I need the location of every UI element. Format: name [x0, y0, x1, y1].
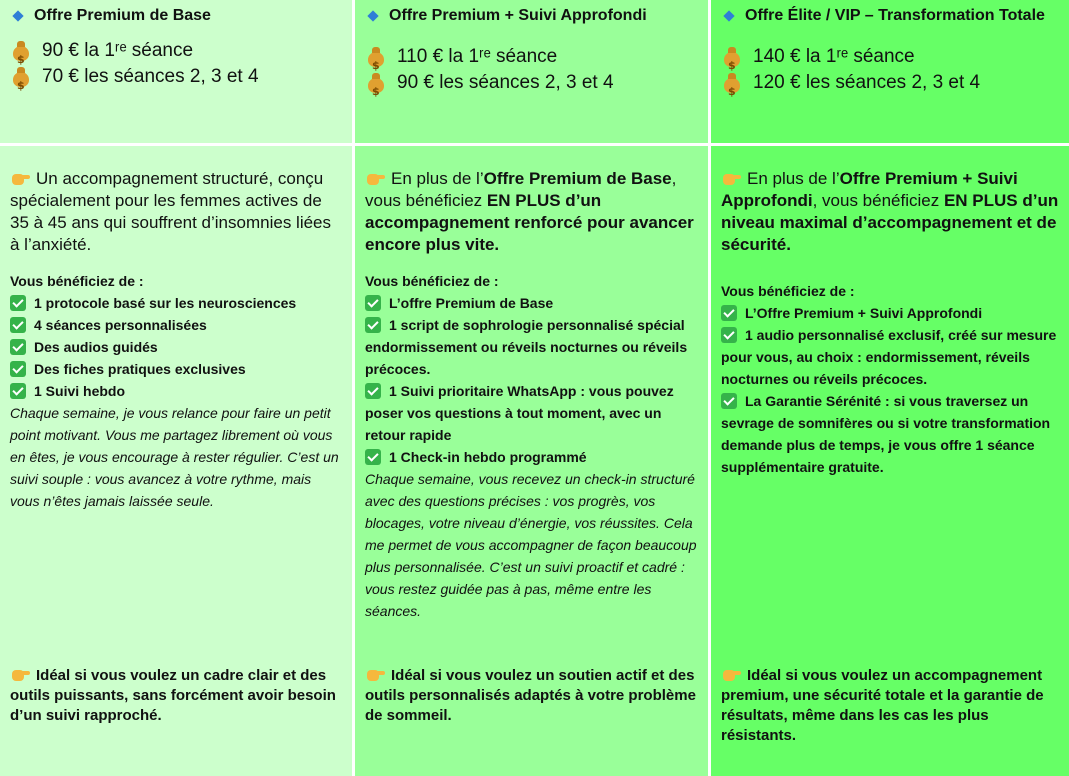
offer-2-ideal-text: Idéal si vous voulez un soutien actif et des outils personnalisés adaptés à votre problème de sommeil. — [365, 667, 696, 724]
list-item — [10, 380, 342, 402]
pointing-hand-icon — [365, 666, 385, 682]
pointing-hand-icon — [365, 170, 385, 186]
list-item — [721, 302, 1059, 324]
check-mark-icon — [10, 361, 26, 377]
offer-3-header — [711, 0, 1069, 146]
offer-2-intro-b: Offre Premium de Base — [483, 169, 672, 188]
check-mark-icon — [10, 339, 26, 355]
offer-2-benefits-label: Vous bénéficiez de : — [365, 273, 499, 289]
list-item — [10, 292, 342, 314]
pointing-hand-icon — [721, 666, 741, 682]
list-item-text: L’Offre Premium + Suivi Approfondi — [745, 305, 983, 321]
offer-3-price-1 — [723, 44, 1059, 70]
list-item — [365, 446, 698, 468]
offer-1-title: Offre Premium de Base — [34, 7, 211, 24]
offer-3-ideal — [721, 666, 1059, 746]
offer-1-ideal-text: Idéal si vous voulez un cadre clair et des outils puissants, sans forcément avoir besoin d’un suivi rapproché. — [10, 667, 336, 724]
diamond-icon — [367, 10, 378, 21]
check-mark-icon — [365, 317, 381, 333]
pointing-hand-icon — [721, 170, 741, 186]
check-mark-icon — [365, 449, 381, 465]
money-bag-icon — [723, 47, 741, 67]
offer-3-title-row — [723, 6, 1059, 26]
diamond-icon — [12, 10, 23, 21]
check-mark-icon — [10, 295, 26, 311]
offer-1-note: Chaque semaine, je vous relance pour faire un petit point motivant. Vous me partagez librement où vous en êtes, je vous encourage à rester régulier. C’est un suivi souple : vous avancez à votre rythme, mais vous n’êtes jamais laissée seule. — [10, 405, 339, 509]
list-item-text: La Garantie Sérénité : si vous traversez un sevrage de somnifères ou si votre transformation demande plus de temps, je vous offre 1 séance supplémentaire gratuite. — [721, 393, 1051, 475]
offer-1-benefits-label: Vous bénéficiez de : — [10, 273, 144, 289]
list-item — [10, 314, 342, 336]
list-item-text: 4 séances personnalisées — [34, 317, 207, 333]
offer-1-intro-text: Un accompagnement structuré, conçu spécialement pour les femmes actives de 35 à 45 ans qui souffrent d’insomnies liées à l’anxiété. — [10, 169, 331, 254]
offer-3-intro-c: , vous bénéficiez — [812, 191, 944, 210]
list-item-text: 1 Check-in hebdo programmé — [389, 449, 587, 465]
list-item-text: Des fiches pratiques exclusives — [34, 361, 246, 377]
money-bag-icon — [12, 67, 30, 87]
offer-3-intro-b: Offre Premium + Suivi Approfondi — [721, 169, 1018, 210]
offer-3-intro-a: En plus de l’ — [747, 169, 840, 188]
money-bag-icon — [367, 47, 385, 67]
check-mark-icon — [10, 317, 26, 333]
offer-3-title: Offre Élite / VIP – Transformation Totale — [745, 7, 1045, 24]
list-item-text: 1 protocole basé sur les neurosciences — [34, 295, 297, 311]
offer-1-price-1 — [12, 38, 342, 64]
offer-2-title-row — [367, 6, 698, 26]
pointing-hand-icon — [10, 666, 30, 682]
offer-3-price-1-text: 140 € la 1ʳᵉ séance — [753, 46, 915, 67]
offer-1-price-1-text: 90 € la 1ʳᵉ séance — [42, 40, 194, 61]
list-item — [365, 292, 698, 314]
pointing-hand-icon — [10, 170, 30, 186]
offer-2-intro-d: EN PLUS d’un accompagnement renforcé pour avancer encore plus vite. — [365, 191, 694, 254]
list-item-text: L’offre Premium de Base — [389, 295, 554, 311]
offer-2-intro — [365, 168, 698, 256]
money-bag-icon — [12, 41, 30, 61]
check-mark-icon — [10, 383, 26, 399]
offer-3-ideal-text: Idéal si vous voulez un accompagnement premium, une sécurité totale et la garantie de résultats, même dans les cas les plus résistants. — [721, 667, 1044, 744]
offer-3-price-2 — [723, 70, 1059, 96]
list-item-text: 1 audio personnalisé exclusif, créé sur mesure pour vous, au choix : endormissement, réveils nocturnes ou réveils précoces. — [721, 327, 1057, 387]
list-item-text: 1 Suivi prioritaire WhatsApp : vous pouvez poser vos questions à tout moment, avec un retour rapide — [365, 383, 674, 443]
offer-1-details — [0, 146, 355, 776]
diamond-icon — [723, 10, 734, 21]
list-item — [721, 324, 1059, 390]
list-item-text: Des audios guidés — [34, 339, 158, 355]
offer-2-note: Chaque semaine, vous recevez un check-in structuré avec des questions précises : vos progrès, vos blocages, votre niveau d’énergie, vos réussites. Cela me permet de vous accompagner de façon beaucoup plus personnalisée. C’est un suivi proactif et cadré : vous restez guidée pas à pas, même entre les séances. — [365, 471, 697, 619]
offer-2-price-1-text: 110 € la 1ʳᵉ séance — [397, 46, 558, 67]
offer-2-price-1 — [367, 44, 698, 70]
list-item — [10, 336, 342, 358]
offer-3-price-2-text: 120 € les séances 2, 3 et 4 — [753, 72, 981, 93]
check-mark-icon — [365, 383, 381, 399]
offer-1-price-2 — [12, 64, 342, 90]
offer-3-intro-d: EN PLUS d’un niveau maximal d’accompagnement et de sécurité. — [721, 191, 1059, 254]
offer-1-header — [0, 0, 355, 146]
check-mark-icon — [721, 305, 737, 321]
list-item — [365, 380, 698, 446]
list-item — [10, 358, 342, 380]
offer-1-title-row — [12, 6, 342, 26]
offer-2-details — [355, 146, 711, 776]
list-item-text: 1 Suivi hebdo — [34, 383, 126, 399]
offer-1-price-2-text: 70 € les séances 2, 3 et 4 — [42, 66, 259, 87]
offer-3-details — [711, 146, 1069, 776]
money-bag-icon — [367, 73, 385, 93]
check-mark-icon — [365, 295, 381, 311]
offer-2-header — [355, 0, 711, 146]
offer-2-ideal — [365, 666, 698, 726]
offer-1-ideal — [10, 666, 342, 726]
list-item — [721, 390, 1059, 478]
offer-2-title: Offre Premium + Suivi Approfondi — [389, 7, 647, 24]
list-item-text: 1 script de sophrologie personnalisé spécial endormissement ou réveils nocturnes ou réveils précoces. — [365, 317, 688, 377]
offer-2-price-2 — [367, 70, 698, 96]
offer-3-intro — [721, 168, 1059, 256]
offer-2-price-2-text: 90 € les séances 2, 3 et 4 — [397, 72, 614, 93]
check-mark-icon — [721, 393, 737, 409]
money-bag-icon — [723, 73, 741, 93]
offer-2-intro-c: , vous bénéficiez — [365, 169, 677, 210]
offer-3-benefits-label: Vous bénéficiez de : — [721, 283, 855, 299]
list-item — [365, 314, 698, 380]
offer-2-intro-a: En plus de l’ — [391, 169, 484, 188]
offer-1-intro — [10, 168, 342, 256]
check-mark-icon — [721, 327, 737, 343]
